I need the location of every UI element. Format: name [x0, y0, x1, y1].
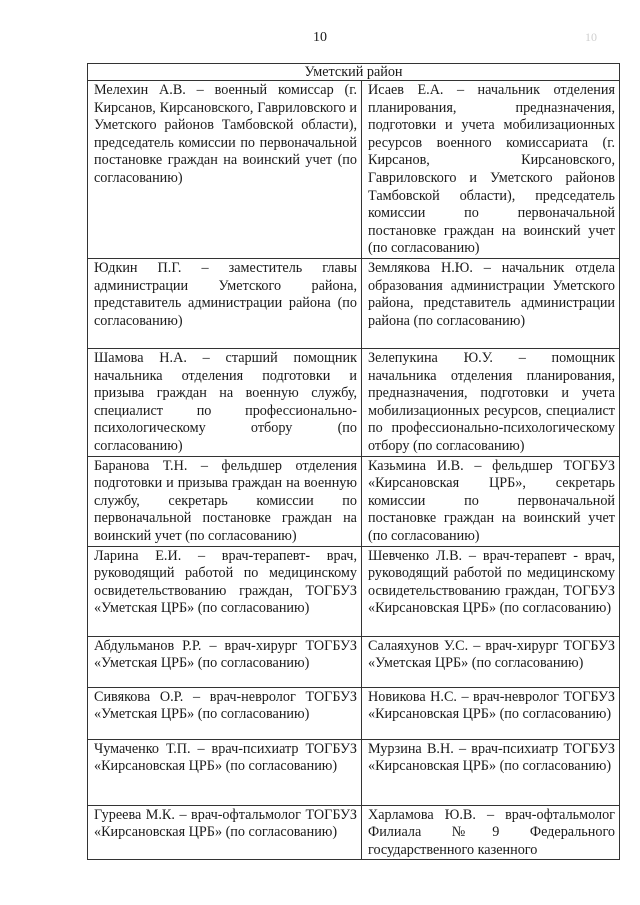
district-title: Уметский район: [88, 64, 620, 81]
table-row: [88, 805, 620, 860]
member-cell: Ларина Е.И. – врач-терапевт- врач, руководящий работой по медицинскому освидетельствованию граждан, ТОГБУЗ «Уметская ЦРБ» (по согласованию): [88, 546, 362, 636]
member-cell: Юдкин П.Г. – заместитель главы администрации Уметского района, представитель администрации района (по согласованию): [88, 258, 362, 348]
table-row: [88, 348, 620, 456]
deputy-cell: Новикова Н.С. – врач-невролог ТОГБУЗ «Кирсановская ЦРБ» (по согласованию): [362, 687, 620, 739]
deputy-cell: Мурзина В.Н. – врач-психиатр ТОГБУЗ «Кирсановская ЦРБ» (по согласованию): [362, 739, 620, 805]
deputy-cell: Зелепукина Ю.У. – помощник начальника отделения планирования, предназначения, подготовки и учета мобилизационных ресурсов, специалист по профессионально-психологическому отбору (по согласованию): [362, 348, 620, 456]
table-row: [88, 258, 620, 348]
corner-mark: 10: [585, 30, 597, 44]
table-row: [88, 81, 620, 259]
deputy-cell: Салаяхунов У.С. – врач-хирург ТОГБУЗ «Уметская ЦРБ» (по согласованию): [362, 636, 620, 687]
table-row: [88, 456, 620, 546]
deputy-cell: Харламова Ю.В. – врач-офтальмолог Филиала №9 Федерального государственного казенного: [362, 805, 620, 860]
table-header-row: [88, 64, 620, 81]
member-cell: Баранова Т.Н. – фельдшер отделения подготовки и призыва граждан на военную службу, секретарь комиссии по первоначальной постановке граждан на воинский учет (по согласованию): [88, 456, 362, 546]
deputy-cell: Казьмина И.В. – фельдшер ТОГБУЗ «Кирсановская ЦРБ», секретарь комиссии по первоначальной постановке граждан на воинский учет (по согласованию): [362, 456, 620, 546]
table-row: [88, 739, 620, 805]
deputy-cell: Исаев Е.А. – начальник отделения планирования, предназначения, подготовки и учета мобилизационных ресурсов военного комиссариата (г. Кирсанов, Кирсановского, Гавриловского и Уметского районов Тамбовской области), председатель комиссии по первоначальной постановке граждан на воинский учет (по согласованию): [362, 81, 620, 259]
member-cell: Шамова Н.А. – старший помощник начальника отделения подготовки и призыва граждан на военную службу, специалист по профессионально-психологическому отбору (по согласованию): [88, 348, 362, 456]
table-row: [88, 636, 620, 687]
deputy-cell: Шевченко Л.В. – врач-терапевт - врач, руководящий работой по медицинскому освидетельствованию граждан, ТОГБУЗ «Кирсановская ЦРБ» (по согласованию): [362, 546, 620, 636]
member-cell: Мелехин А.В. – военный комиссар (г. Кирсанов, Кирсановского, Гавриловского и Уметского районов Тамбовской области), председатель комиссии по первоначальной постановке граждан на воинский учет (по согласованию): [88, 81, 362, 259]
member-cell: Абдульманов Р.Р. – врач-хирург ТОГБУЗ «Уметская ЦРБ» (по согласованию): [88, 636, 362, 687]
deputy-cell: Землякова Н.Ю. – начальник отдела образования администрации Уметского района, представитель администрации района (по согласованию): [362, 258, 620, 348]
page-number: 10: [313, 30, 327, 45]
commission-table: [87, 63, 620, 860]
member-cell: Гуреева М.К. – врач-офтальмолог ТОГБУЗ «Кирсановская ЦРБ» (по согласованию): [88, 805, 362, 860]
table-row: [88, 687, 620, 739]
member-cell: Сивякова О.Р. – врач-невролог ТОГБУЗ «Уметская ЦРБ» (по согласованию): [88, 687, 362, 739]
table-row: [88, 546, 620, 636]
member-cell: Чумаченко Т.П. – врач-психиатр ТОГБУЗ «Кирсановская ЦРБ» (по согласованию): [88, 739, 362, 805]
